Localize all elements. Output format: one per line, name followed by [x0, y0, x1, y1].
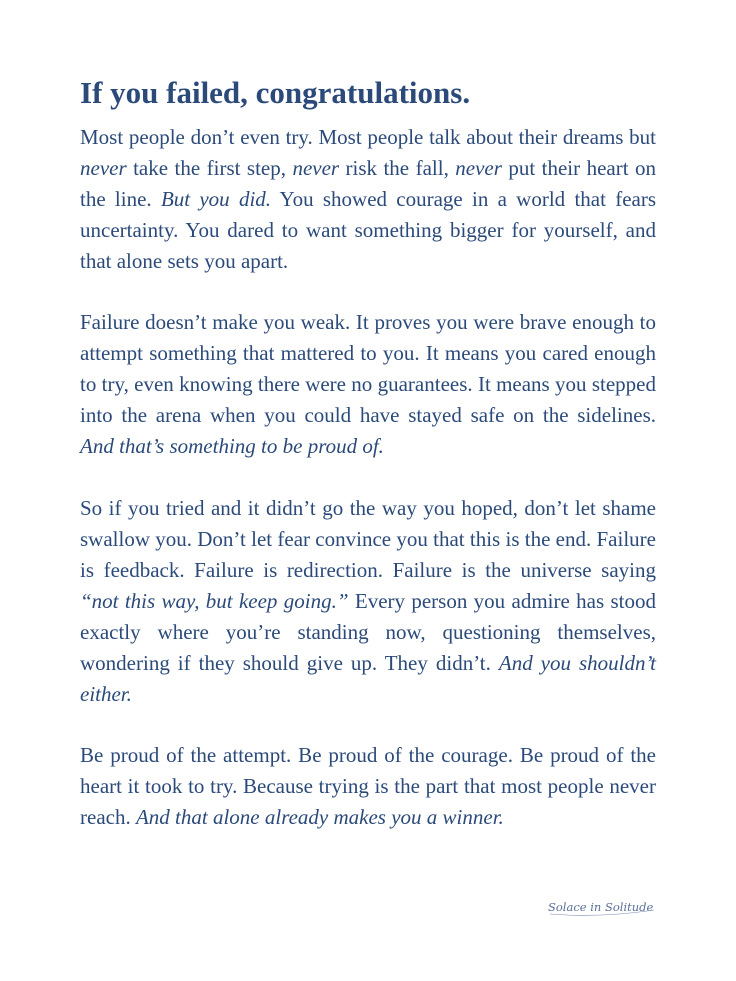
- text-run: So if you tried and it didn’t go the way you hoped, don’t let shame swallow you. Don’t let fear convince you that this is the end. Failure is feedback. Failure is redirection. Failure is the universe saying: [80, 495, 656, 582]
- emphasis-text: never: [292, 155, 340, 180]
- text-run: risk the fall,: [339, 155, 456, 180]
- signature-text: Solace in Solitude: [548, 900, 654, 914]
- emphasis-text: And that’s something to be proud of.: [80, 434, 384, 458]
- paragraph: [80, 307, 656, 462]
- body-text: [80, 122, 656, 834]
- page-title: If you failed, congratulations.: [80, 75, 471, 110]
- text-run: put their heart on the line.: [80, 155, 656, 211]
- text-run: take the first step,: [126, 155, 293, 180]
- paragraph: [80, 122, 656, 277]
- emphasis-text: “not this way, but keep going.”: [80, 588, 349, 613]
- text-run: You showed courage in a world that fears uncertainty. You dared to want something bigger for yourself, and that alone sets you apart.: [80, 186, 656, 273]
- emphasis-text: But you did.: [160, 186, 272, 211]
- paragraph: [80, 493, 656, 710]
- paragraph: [80, 740, 656, 833]
- text-run: Be proud of the attempt. Be proud of the courage. Be proud of the heart it took to try. Because trying is the part that most people never reach.: [80, 743, 656, 829]
- page-content: [80, 70, 656, 833]
- signature-logo: [546, 893, 658, 919]
- text-run: Every person you admire has stood exactly where you’re standing now, questioning themselves, wondering if they should give up. They didn’t.: [80, 588, 656, 675]
- emphasis-text: never: [80, 155, 127, 180]
- emphasis-text: And that alone already makes you a winner.: [135, 805, 504, 829]
- emphasis-text: never: [455, 155, 502, 180]
- text-run: Most people don’t even try. Most people talk about their dreams but: [80, 124, 656, 149]
- text-run: Failure doesn’t make you weak. It proves you were brave enough to attempt something that mattered to you. It means you cared enough to try, even knowing there were no guarantees. It means you stepped into the arena when you could have stayed safe on the sidelines.: [80, 310, 656, 427]
- emphasis-text: And you shouldn’t either.: [80, 650, 656, 706]
